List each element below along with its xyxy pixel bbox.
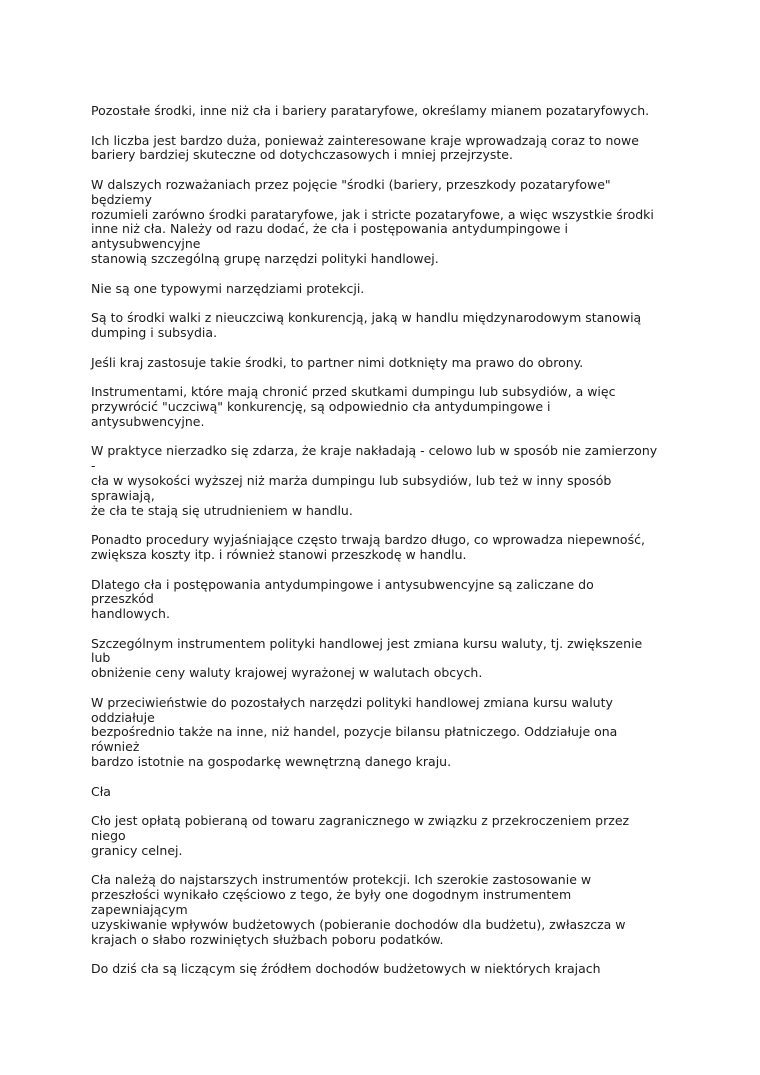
paragraph	[91, 533, 681, 563]
text-line: antysubwencyjne	[91, 236, 201, 252]
text-line: W praktyce nierzadko się zdarza, że kraje nakładają - celowo lub w sposób nie zamierzony	[91, 443, 658, 459]
text-line: rozumieli zarówno środki parataryfowe, jak i stricte pozataryfowe, a więc wszystkie środki	[91, 206, 654, 222]
text-line: przywrócić "uczciwą" konkurencję, są odpowiednio cła antydumpingowe i	[91, 398, 551, 414]
text-line: -	[91, 458, 96, 474]
text-line: inne niż cła. Należy od razu dodać, że cła i postępowania antydumpingowe i	[91, 221, 568, 237]
text-line: Ponadto procedury wyjaśniające często trwają bardzo długo, co wprowadza niepewność,	[91, 532, 645, 548]
paragraph	[91, 637, 681, 681]
text-line: lub	[91, 650, 111, 666]
text-line: również	[91, 739, 140, 755]
paragraph	[91, 696, 681, 770]
text-line: będziemy	[91, 191, 152, 207]
text-line: Są to środki walki z nieuczciwą konkurencją, jaką w handlu międzynarodowym stanowią	[91, 310, 642, 326]
paragraph	[91, 444, 681, 518]
document-body	[91, 104, 681, 992]
text-line: przeszłości wynikało częściowo z tego, że były one dogodnym instrumentem	[91, 887, 572, 903]
text-line: Nie są one typowymi narzędziami protekcji.	[91, 280, 365, 296]
text-line: Ich liczba jest bardzo duża, ponieważ zainteresowane kraje wprowadzają coraz to nowe	[91, 132, 639, 148]
paragraph	[91, 962, 681, 977]
paragraph	[91, 104, 681, 119]
paragraph	[91, 134, 681, 164]
text-line: bezpośrednio także na inne, niż handel, pozycje bilansu płatniczego. Oddziałuje ona	[91, 724, 618, 740]
paragraph	[91, 873, 681, 947]
text-line: zwiększa koszty itp. i również stanowi przeszkodę w handlu.	[91, 546, 467, 562]
text-line: stanowią szczególną grupę narzędzi polityki handlowej.	[91, 250, 439, 266]
text-line: bardzo istotnie na gospodarkę wewnętrzną danego kraju.	[91, 754, 452, 770]
text-line: bariery bardziej skuteczne od dotychczasowych i mniej przejrzyste.	[91, 147, 513, 163]
text-line: sprawiają,	[91, 487, 155, 503]
text-line: Do dziś cła są liczącym się źródłem dochodów budżetowych w niektórych krajach	[91, 961, 601, 977]
text-line: obniżenie ceny waluty krajowej wyrażonej w walutach obcych.	[91, 665, 483, 681]
paragraph	[91, 385, 681, 429]
text-line: W dalszych rozważaniach przez pojęcie "środki (bariery, przeszkody pozataryfowe"	[91, 176, 611, 192]
text-line: niego	[91, 828, 126, 844]
text-line: Pozostałe środki, inne niż cła i bariery parataryfowe, określamy mianem pozataryfowych.	[91, 103, 650, 118]
paragraph	[91, 282, 681, 297]
text-line: Jeśli kraj zastosuje takie środki, to partner nimi dotknięty ma prawo do obrony.	[91, 354, 584, 370]
text-line: Szczególnym instrumentem polityki handlowej jest zmiana kursu waluty, tj. zwiększenie	[91, 635, 643, 651]
paragraph	[91, 311, 681, 341]
text-line: Cła	[91, 783, 111, 799]
text-line: handlowych.	[91, 606, 170, 622]
paragraph	[91, 814, 681, 858]
paragraph	[91, 356, 681, 371]
text-line: przeszkód	[91, 591, 154, 607]
paragraph	[91, 785, 681, 800]
paragraph	[91, 578, 681, 622]
text-line: oddziałuje	[91, 709, 155, 725]
text-line: Cło jest opłatą pobieraną od towaru zagranicznego w związku z przekroczeniem przez	[91, 813, 630, 829]
text-line: Instrumentami, które mają chronić przed skutkami dumpingu lub subsydiów, a więc	[91, 384, 616, 400]
text-line: granicy celnej.	[91, 842, 183, 858]
paragraph	[91, 178, 681, 267]
text-line: że cła te stają się utrudnieniem w handlu.	[91, 502, 353, 518]
text-line: zapewniającym	[91, 902, 188, 918]
text-line: uzyskiwanie wpływów budżetowych (pobieranie dochodów dla budżetu), zwłaszcza w	[91, 916, 626, 932]
text-line: krajach o słabo rozwiniętych służbach poboru podatków.	[91, 931, 444, 947]
text-line: antysubwencyjne.	[91, 413, 205, 429]
text-line: W przeciwieństwie do pozostałych narzędzi polityki handlowej zmiana kursu waluty	[91, 694, 613, 710]
text-line: cła w wysokości wyższej niż marża dumpingu lub subsydiów, lub też w inny sposób	[91, 472, 612, 488]
text-line: Dlatego cła i postępowania antydumpingowe i antysubwencyjne są zaliczane do	[91, 576, 594, 592]
text-line: dumping i subsydia.	[91, 324, 218, 340]
text-line: Cła należą do najstarszych instrumentów protekcji. Ich szerokie zastosowanie w	[91, 872, 592, 888]
